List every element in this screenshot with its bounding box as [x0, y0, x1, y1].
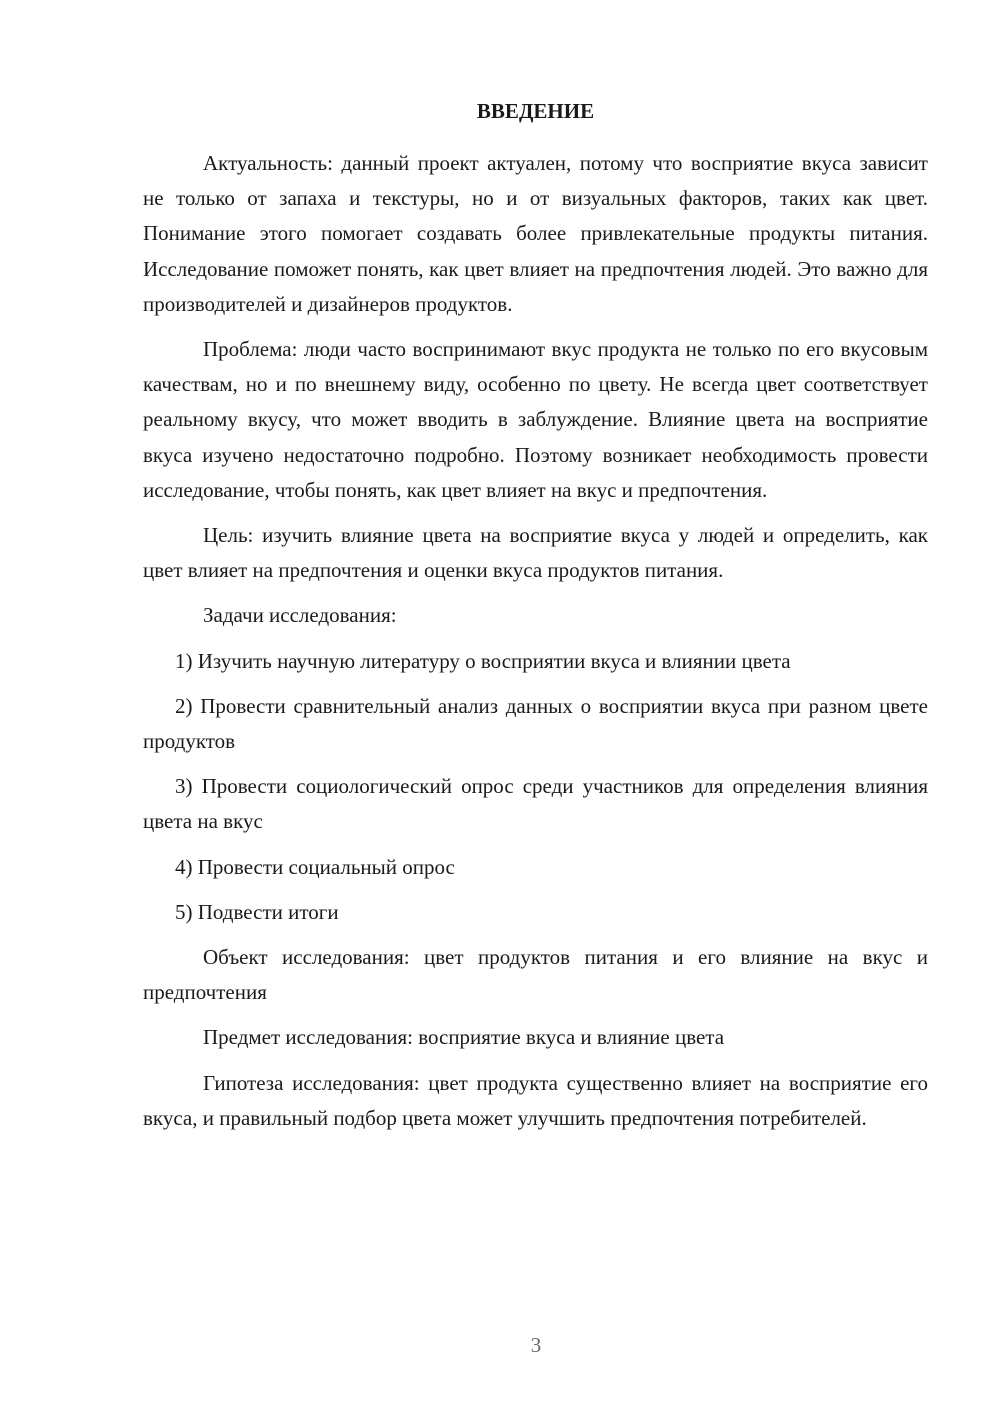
tasks-heading: Задачи исследования: [203, 603, 397, 628]
hypothesis-paragraph: Гипотеза исследования: цвет продукта существенно влияет на восприятие его вкуса, и правильный подбор цвета может улучшить предпочтения потребителей. [143, 1070, 928, 1130]
object-paragraph: Объект исследования: цвет продуктов питания и его влияние на вкус и предпочтения [143, 945, 928, 1005]
task-item: 5) Подвести итоги [175, 899, 339, 924]
subject-paragraph: Предмет исследования: восприятие вкуса и влияние цвета [203, 1025, 725, 1050]
relevance-paragraph: Актуальность: данный проект актуален, потому что восприятие вкуса зависит не только от запаха и текстуры, но и от визуальных факторов, таких как цвет. Понимание этого помогает создавать более привлекательные продукты питания. Исследование поможет понять, как цвет влияет на предпочтения людей. Это важно для производителей и дизайнеров продуктов. [143, 151, 928, 316]
task-item: 1) Изучить научную литературу о восприятии вкуса и влиянии цвета [175, 648, 791, 673]
page-number: 3 [530, 1333, 542, 1357]
problem-paragraph: Проблема: люди часто воспринимают вкус продукта не только по его вкусовым качествам, но и по внешнему виду, особенно по цвету. Не всегда цвет соответствует реальному вкусу, что может вводить в заблуждение. Влияние цвета на восприятие вкуса изучено недостаточно подробно. Поэтому возникает необходимость провести исследование, чтобы понять, как цвет влияет на вкус и предпочтения. [143, 337, 928, 502]
task-item: 2) Провести сравнительный анализ данных о восприятии вкуса при разном цвете продуктов [143, 693, 928, 754]
section-title: ВВЕДЕНИЕ [476, 99, 595, 123]
task-item: 3) Провести социологический опрос среди участников для определения влияния цвета на вкус [143, 774, 928, 834]
task-item: 4) Провести социальный опрос [175, 854, 455, 879]
goal-paragraph: Цель: изучить влияние цвета на восприятие вкуса у людей и определить, как цвет влияет на предпочтения и оценки вкуса продуктов питания. [143, 523, 928, 583]
document-page [143, 96, 928, 1146]
